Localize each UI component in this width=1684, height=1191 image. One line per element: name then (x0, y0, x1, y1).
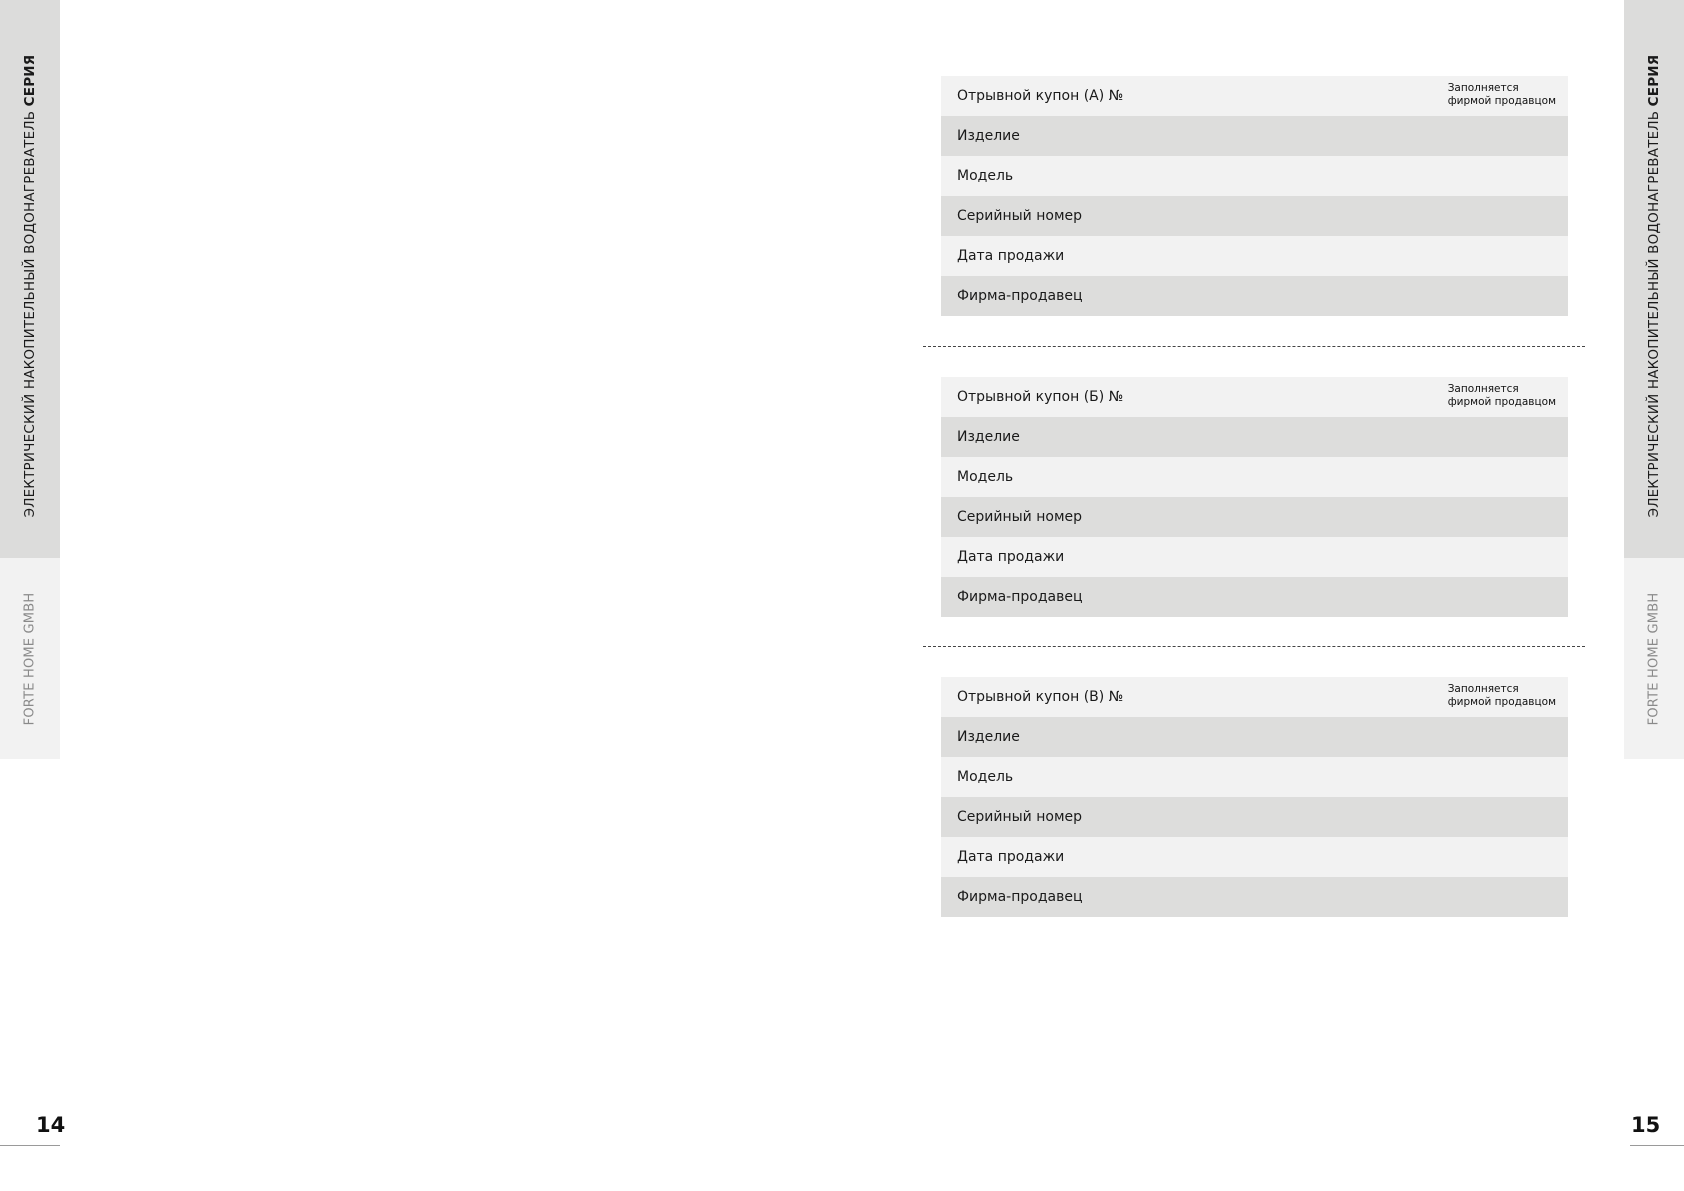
row-label: Серийный номер (957, 208, 1083, 224)
left-series-bold: СЕРИЯ (22, 54, 38, 107)
coupon-a (941, 76, 1568, 316)
coupon-b (941, 377, 1568, 617)
right-series-bold: СЕРИЯ (1646, 54, 1662, 107)
page-number-rule-left (0, 1145, 60, 1146)
left-brand-label: FORTE HOME GMBH (22, 592, 38, 726)
seller-note-line1: Заполняется (1447, 82, 1519, 94)
coupon-row-model[interactable] (941, 457, 1568, 497)
coupon-row-sale-date[interactable] (941, 837, 1568, 877)
right-tab-series-block (1624, 0, 1684, 558)
coupon-title-row (941, 677, 1568, 717)
left-series-text: ЭЛЕКТРИЧЕСКИЙ НАКОПИТЕЛЬНЫЙ ВОДОНАГРЕВАТЕЛЬ (22, 106, 38, 518)
coupon-row-model[interactable] (941, 156, 1568, 196)
left-tab-series-block (0, 0, 60, 558)
right-side-tab (1624, 0, 1684, 759)
coupon-v (941, 677, 1568, 917)
coupon-title-row (941, 76, 1568, 116)
coupon-title: Отрывной купон (В) № (957, 689, 1124, 705)
row-label: Дата продажи (957, 248, 1065, 264)
seller-note-line2: фирмой продавцом (1447, 696, 1556, 708)
cut-line (923, 346, 1585, 347)
row-label: Изделие (957, 128, 1020, 144)
coupon-row-seller[interactable] (941, 877, 1568, 917)
row-label: Модель (957, 769, 1014, 785)
row-label: Фирма-продавец (957, 589, 1083, 605)
left-tab-brand-block (0, 558, 60, 759)
coupon-row-serial[interactable] (941, 797, 1568, 837)
coupon-row-product[interactable] (941, 116, 1568, 156)
coupon-row-serial[interactable] (941, 196, 1568, 236)
coupon-title-row (941, 377, 1568, 417)
seller-note (1448, 683, 1556, 709)
row-label: Фирма-продавец (957, 288, 1083, 304)
row-label: Фирма-продавец (957, 889, 1083, 905)
right-tab-brand-block (1624, 558, 1684, 759)
row-label: Модель (957, 168, 1014, 184)
cut-line (923, 646, 1585, 647)
row-label: Модель (957, 469, 1014, 485)
page-number-right: 15 (1631, 1113, 1661, 1137)
seller-note-line2: фирмой продавцом (1447, 396, 1556, 408)
coupon-row-seller[interactable] (941, 577, 1568, 617)
coupon-row-sale-date[interactable] (941, 236, 1568, 276)
page-number-rule-right (1630, 1145, 1684, 1146)
coupon-row-sale-date[interactable] (941, 537, 1568, 577)
seller-note (1448, 82, 1556, 108)
coupon-title: Отрывной купон (А) № (957, 88, 1124, 104)
row-label: Изделие (957, 729, 1020, 745)
seller-note (1448, 383, 1556, 409)
seller-note-line1: Заполняется (1447, 683, 1519, 695)
right-series-label (1646, 55, 1662, 518)
row-label: Серийный номер (957, 809, 1083, 825)
coupon-row-product[interactable] (941, 717, 1568, 757)
right-series-text: ЭЛЕКТРИЧЕСКИЙ НАКОПИТЕЛЬНЫЙ ВОДОНАГРЕВАТЕЛЬ (1646, 106, 1662, 518)
coupon-title: Отрывной купон (Б) № (957, 389, 1124, 405)
seller-note-line1: Заполняется (1447, 383, 1519, 395)
left-side-tab (0, 0, 60, 759)
seller-note-line2: фирмой продавцом (1447, 95, 1556, 107)
row-label: Дата продажи (957, 549, 1065, 565)
page-number-left: 14 (36, 1113, 66, 1137)
coupon-row-seller[interactable] (941, 276, 1568, 316)
coupon-row-serial[interactable] (941, 497, 1568, 537)
row-label: Дата продажи (957, 849, 1065, 865)
left-series-label (22, 55, 38, 518)
right-brand-label: FORTE HOME GMBH (1646, 592, 1662, 726)
row-label: Изделие (957, 429, 1020, 445)
coupon-row-model[interactable] (941, 757, 1568, 797)
coupon-row-product[interactable] (941, 417, 1568, 457)
row-label: Серийный номер (957, 509, 1083, 525)
